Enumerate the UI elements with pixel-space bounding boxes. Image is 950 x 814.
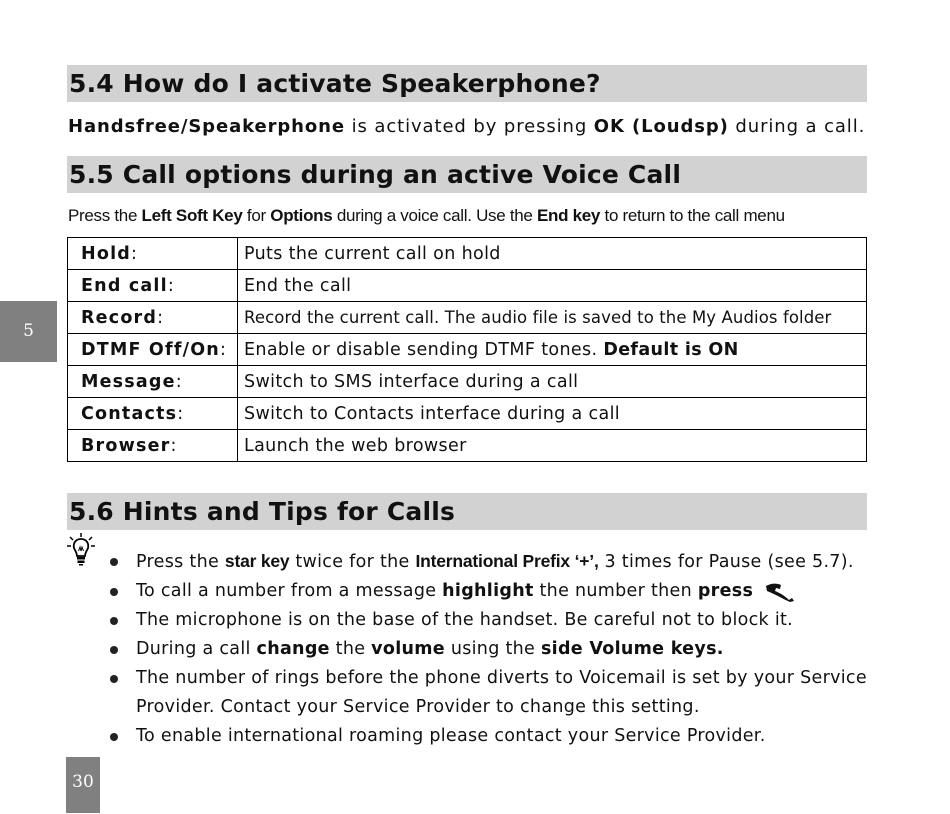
- text: Enable or disable sending DTMF tones.: [244, 339, 604, 360]
- tips-list: [105, 547, 885, 751]
- list-item: [105, 722, 885, 751]
- list-item: [105, 635, 885, 664]
- text: twice for the: [289, 552, 416, 572]
- colon: :: [167, 275, 175, 296]
- option-desc: End the call: [238, 270, 867, 302]
- table-row: [68, 430, 867, 462]
- bullet-icon: [110, 733, 118, 741]
- bullet-icon: [110, 617, 118, 625]
- press-label: press: [697, 581, 754, 601]
- option-desc: [238, 334, 867, 366]
- option-key: [68, 430, 238, 462]
- option-name: Hold: [81, 243, 131, 264]
- phone-handset-icon: [763, 580, 799, 602]
- list-item: [105, 547, 885, 577]
- table-row: [68, 238, 867, 270]
- options-label: Options: [270, 206, 333, 225]
- text: During a call: [136, 639, 257, 659]
- option-desc: Record the current call. The audio file is saved to the My Audios folder: [238, 302, 867, 334]
- side-volume-keys-label: side Volume keys.: [540, 639, 724, 659]
- option-key: [68, 270, 238, 302]
- star-key-label: star key: [224, 551, 290, 571]
- intl-prefix-label: International Prefix ‘+’,: [415, 551, 599, 571]
- table-row: [68, 366, 867, 398]
- colon: :: [170, 435, 178, 456]
- text: the: [329, 639, 372, 659]
- text: during a call.: [728, 116, 866, 137]
- option-name: Record: [81, 307, 158, 328]
- option-name: DTMF Off/On: [81, 339, 220, 360]
- option-name: Browser: [81, 435, 171, 456]
- text: 3 times for Pause (see 5.7).: [598, 552, 854, 572]
- bullet-icon: [110, 646, 118, 654]
- option-name: End call: [81, 275, 168, 296]
- text: Press the: [68, 206, 142, 225]
- colon: :: [219, 339, 228, 360]
- list-item: [105, 577, 885, 606]
- table-row: [68, 302, 867, 334]
- table-row: [68, 270, 867, 302]
- option-key: [68, 366, 238, 398]
- default-on-label: Default is ON: [603, 339, 739, 360]
- text: To call a number from a message: [136, 581, 443, 601]
- chapter-tab: 5: [0, 301, 57, 362]
- option-desc: Launch the web browser: [238, 430, 867, 462]
- lightbulb-icon: [66, 532, 96, 566]
- option-desc: Switch to Contacts interface during a call: [238, 398, 867, 430]
- option-name: Message: [81, 371, 176, 392]
- bullet-icon: [110, 675, 118, 683]
- text: is activated by pressing: [345, 116, 594, 137]
- text: The number of rings before the phone diverts to Voicemail is set by your Service Provider. Contact your Service Provider to change this setting.: [136, 668, 867, 717]
- call-options-table: [67, 237, 867, 462]
- ok-loudsp-label: OK (Loudsp): [593, 116, 729, 137]
- option-key: [68, 302, 238, 334]
- option-key: [68, 334, 238, 366]
- table-row: [68, 398, 867, 430]
- section-5-5-heading: 5.5 Call options during an active Voice Call: [67, 156, 867, 193]
- colon: :: [177, 403, 185, 424]
- left-soft-key-label: Left Soft Key: [141, 206, 243, 225]
- section-5-4-heading: 5.4 How do I activate Speakerphone?: [67, 65, 867, 102]
- text: To enable international roaming please contact your Service Provider.: [136, 726, 766, 746]
- option-key: [68, 398, 238, 430]
- section-5-4-paragraph: [68, 116, 865, 137]
- change-label: change: [256, 639, 330, 659]
- option-name: Contacts: [81, 403, 178, 424]
- colon: :: [131, 243, 139, 264]
- text: using the: [444, 639, 541, 659]
- text: The microphone is on the base of the handset. Be careful not to block it.: [136, 610, 794, 630]
- text: to return to the call menu: [600, 206, 785, 225]
- option-desc: Switch to SMS interface during a call: [238, 366, 867, 398]
- text: during a voice call. Use the: [332, 206, 537, 225]
- bullet-icon: [110, 588, 118, 596]
- list-item: [105, 664, 885, 722]
- handsfree-label: Handsfree/Speakerphone: [68, 116, 345, 137]
- page-number: 30: [66, 757, 100, 813]
- bullet-icon: [110, 558, 118, 566]
- volume-label: volume: [371, 639, 445, 659]
- section-5-6-heading: 5.6 Hints and Tips for Calls: [67, 493, 867, 530]
- table-row: [68, 334, 867, 366]
- text: for: [242, 206, 271, 225]
- section-5-5-paragraph: [68, 206, 785, 226]
- colon: :: [157, 307, 165, 328]
- text: the number then: [533, 581, 698, 601]
- option-key: [68, 238, 238, 270]
- end-key-label: End key: [536, 206, 601, 225]
- colon: :: [175, 371, 183, 392]
- option-desc: Puts the current call on hold: [238, 238, 867, 270]
- text: Press the: [136, 552, 225, 572]
- highlight-label: highlight: [442, 581, 534, 601]
- list-item: [105, 606, 885, 635]
